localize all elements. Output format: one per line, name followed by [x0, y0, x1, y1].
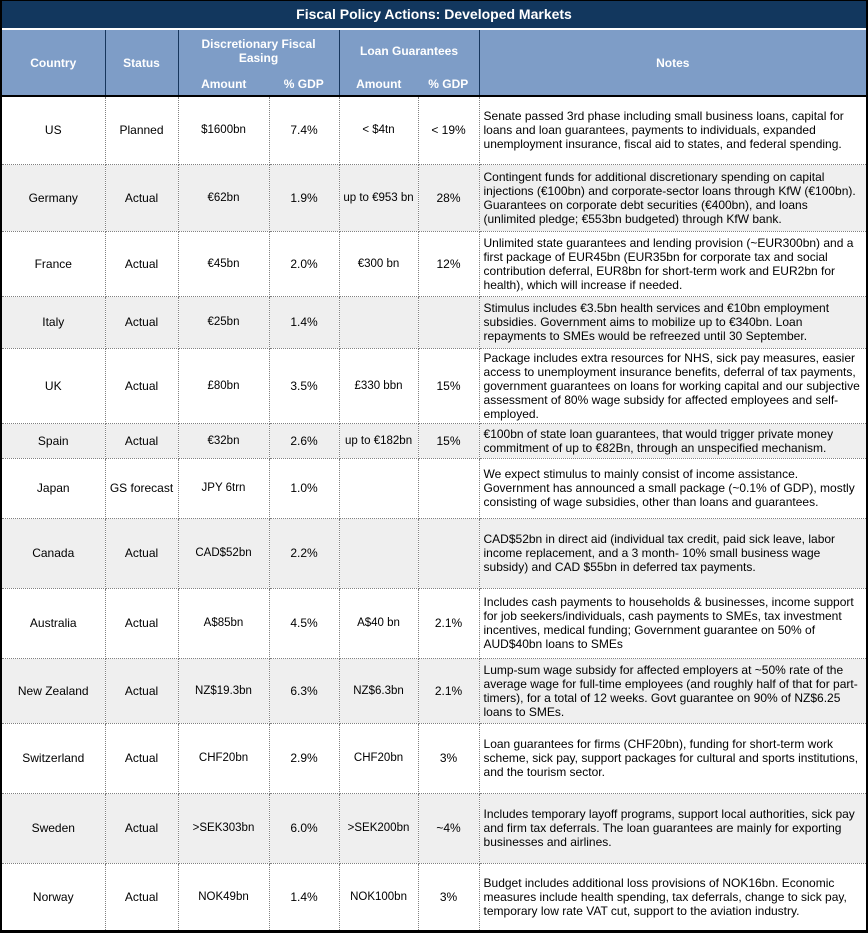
- cell-dfe-amount: JPY 6trn: [178, 458, 269, 518]
- cell-lg-pct-gdp: 3%: [418, 863, 479, 930]
- col-header-dfe-pct-gdp: % GDP: [269, 72, 339, 96]
- col-group-discretionary-fiscal-easing: Discretionary Fiscal Easing: [178, 30, 339, 72]
- cell-lg-pct-gdp: 15%: [418, 423, 479, 458]
- cell-notes: Includes temporary layoff programs, support local authorities, sick pay and firm tax deferrals. The loan guarantees are mainly for exporting businesses and airlines.: [479, 793, 866, 863]
- cell-dfe-amount: €25bn: [178, 296, 269, 348]
- row-switzerland: [2, 723, 866, 793]
- cell-dfe-pct-gdp: 2.9%: [269, 723, 339, 793]
- cell-lg-pct-gdp: 28%: [418, 164, 479, 231]
- row-japan: [2, 458, 866, 518]
- cell-dfe-pct-gdp: 4.5%: [269, 588, 339, 658]
- cell-lg-amount: up to €182bn: [339, 423, 418, 458]
- cell-lg-pct-gdp: 2.1%: [418, 588, 479, 658]
- cell-dfe-amount: NOK49bn: [178, 863, 269, 930]
- cell-status: GS forecast: [105, 458, 178, 518]
- cell-status: Actual: [105, 423, 178, 458]
- cell-status: Planned: [105, 96, 178, 164]
- cell-lg-pct-gdp: [418, 296, 479, 348]
- col-header-lg-amount: Amount: [339, 72, 418, 96]
- cell-status: Actual: [105, 588, 178, 658]
- cell-status: Actual: [105, 231, 178, 296]
- row-us: [2, 96, 866, 164]
- cell-dfe-amount: $1600bn: [178, 96, 269, 164]
- cell-notes: Stimulus includes €3.5bn health services and €10bn employment subsidies. Government aims to mobilize up to €340bn. Loan repayments to SMEs would be refreezed until 30 September.: [479, 296, 866, 348]
- cell-lg-amount: < $4tn: [339, 96, 418, 164]
- cell-dfe-amount: CHF20bn: [178, 723, 269, 793]
- cell-dfe-pct-gdp: 7.4%: [269, 96, 339, 164]
- cell-country: Norway: [2, 863, 105, 930]
- cell-lg-amount: NOK100bn: [339, 863, 418, 930]
- cell-notes: Contingent funds for additional discretionary spending on capital injections (€100bn) and corporate-sector loans through KfW (€100bn). Guarantees on corporate debt securities (€400bn), and loans (unlimited pledge; €553bn budgeted) through KfW bank.: [479, 164, 866, 231]
- cell-dfe-pct-gdp: 1.9%: [269, 164, 339, 231]
- cell-dfe-amount: >SEK303bn: [178, 793, 269, 863]
- cell-lg-amount: CHF20bn: [339, 723, 418, 793]
- cell-lg-amount: >SEK200bn: [339, 793, 418, 863]
- cell-lg-amount: €300 bn: [339, 231, 418, 296]
- cell-notes: Includes cash payments to households & businesses, income support for job seekers/individuals, cash payments to SMEs, tax investment incentives, medical funding; Government guarantee on 50% of AUD$40bn loans to SMEs: [479, 588, 866, 658]
- cell-lg-pct-gdp: 12%: [418, 231, 479, 296]
- cell-lg-amount: £330 bbn: [339, 348, 418, 423]
- table-header: [2, 30, 866, 96]
- cell-country: Spain: [2, 423, 105, 458]
- cell-country: US: [2, 96, 105, 164]
- row-uk: [2, 348, 866, 423]
- cell-status: Actual: [105, 658, 178, 723]
- cell-notes: €100bn of state loan guarantees, that would trigger private money commitment of up to €82Bn, through an unspecified mechanism.: [479, 423, 866, 458]
- cell-country: France: [2, 231, 105, 296]
- cell-lg-pct-gdp: 15%: [418, 348, 479, 423]
- col-header-lg-pct-gdp: % GDP: [418, 72, 479, 96]
- cell-notes: Package includes extra resources for NHS, sick pay measures, easier access to unemployment insurance benefits, deferral of tax payments, government guarantees on loans for working capital and our subjective assessment of 80% wage subsidy for affected employees and self-employed.: [479, 348, 866, 423]
- row-norway: [2, 863, 866, 930]
- cell-lg-amount: [339, 518, 418, 588]
- table-title: Fiscal Policy Actions: Developed Markets: [2, 1, 866, 30]
- row-italy: [2, 296, 866, 348]
- cell-status: Actual: [105, 164, 178, 231]
- cell-notes: Unlimited state guarantees and lending provision (~EUR300bn) and a first package of EUR45bn (EUR35bn for corporate tax and social contribution deferral, EUR8bn for short-term work and EUR2bn for health), which will increase if needed.: [479, 231, 866, 296]
- col-group-loan-guarantees: Loan Guarantees: [339, 30, 479, 72]
- cell-status: Actual: [105, 793, 178, 863]
- cell-dfe-amount: NZ$19.3bn: [178, 658, 269, 723]
- cell-lg-pct-gdp: ~4%: [418, 793, 479, 863]
- cell-status: Actual: [105, 348, 178, 423]
- cell-notes: Senate passed 3rd phase including small business loans, capital for loans and loan guarantees, payments to individuals, expanded unemployment insurance, fiscal aid to states, and federal spending.: [479, 96, 866, 164]
- cell-dfe-pct-gdp: 6.0%: [269, 793, 339, 863]
- cell-lg-pct-gdp: 2.1%: [418, 658, 479, 723]
- cell-country: Australia: [2, 588, 105, 658]
- cell-dfe-pct-gdp: 1.4%: [269, 296, 339, 348]
- col-header-dfe-amount: Amount: [178, 72, 269, 96]
- fiscal-policy-table: [2, 30, 866, 930]
- cell-country: UK: [2, 348, 105, 423]
- cell-lg-amount: up to €953 bn: [339, 164, 418, 231]
- row-australia: [2, 588, 866, 658]
- cell-country: Italy: [2, 296, 105, 348]
- cell-lg-amount: [339, 458, 418, 518]
- row-germany: [2, 164, 866, 231]
- cell-notes: We expect stimulus to mainly consist of income assistance. Government has announced a small package (~0.1% of GDP), mostly consisting of wage subsidies, other than loans and guarantees.: [479, 458, 866, 518]
- cell-notes: Budget includes additional loss provisions of NOK16bn. Economic measures include health spending, tax deferrals, change to sick pay, temporary low rate VAT cut, support to the aviation industry.: [479, 863, 866, 930]
- row-new-zealand: [2, 658, 866, 723]
- cell-dfe-pct-gdp: 2.0%: [269, 231, 339, 296]
- cell-lg-amount: [339, 296, 418, 348]
- cell-country: Germany: [2, 164, 105, 231]
- cell-dfe-pct-gdp: 2.2%: [269, 518, 339, 588]
- col-header-country: Country: [2, 30, 105, 96]
- cell-dfe-amount: €32bn: [178, 423, 269, 458]
- cell-dfe-pct-gdp: 2.6%: [269, 423, 339, 458]
- col-header-status: Status: [105, 30, 178, 96]
- cell-status: Actual: [105, 296, 178, 348]
- cell-dfe-pct-gdp: 6.3%: [269, 658, 339, 723]
- row-france: [2, 231, 866, 296]
- cell-lg-amount: A$40 bn: [339, 588, 418, 658]
- cell-lg-pct-gdp: < 19%: [418, 96, 479, 164]
- row-sweden: [2, 793, 866, 863]
- cell-dfe-pct-gdp: 3.5%: [269, 348, 339, 423]
- cell-dfe-pct-gdp: 1.4%: [269, 863, 339, 930]
- cell-status: Actual: [105, 723, 178, 793]
- row-canada: [2, 518, 866, 588]
- cell-lg-pct-gdp: 3%: [418, 723, 479, 793]
- cell-dfe-amount: £80bn: [178, 348, 269, 423]
- cell-dfe-amount: CAD$52bn: [178, 518, 269, 588]
- cell-dfe-amount: €62bn: [178, 164, 269, 231]
- row-spain: [2, 423, 866, 458]
- cell-dfe-amount: A$85bn: [178, 588, 269, 658]
- cell-dfe-amount: €45bn: [178, 231, 269, 296]
- cell-notes: Lump-sum wage subsidy for affected employers at ~50% rate of the average wage for full-time employees (and roughly half of that for part-timers), for a total of 12 weeks. Govt guarantee on 90% of NZ$6.25 loans to SMEs.: [479, 658, 866, 723]
- cell-country: Canada: [2, 518, 105, 588]
- cell-lg-pct-gdp: [418, 518, 479, 588]
- cell-country: Japan: [2, 458, 105, 518]
- col-header-notes: Notes: [479, 30, 866, 96]
- cell-lg-amount: NZ$6.3bn: [339, 658, 418, 723]
- cell-country: Switzerland: [2, 723, 105, 793]
- cell-status: Actual: [105, 863, 178, 930]
- cell-country: Sweden: [2, 793, 105, 863]
- cell-notes: Loan guarantees for firms (CHF20bn), funding for short-term work scheme, sick pay, support packages for cultural and sports institutions, and the tourism sector.: [479, 723, 866, 793]
- cell-status: Actual: [105, 518, 178, 588]
- cell-country: New Zealand: [2, 658, 105, 723]
- table-body: [2, 96, 866, 930]
- cell-dfe-pct-gdp: 1.0%: [269, 458, 339, 518]
- cell-notes: CAD$52bn in direct aid (individual tax credit, paid sick leave, labor income replacement, and a 3 month- 10% small business wage subsidy) and CAD $55bn in deferred tax payments.: [479, 518, 866, 588]
- cell-lg-pct-gdp: [418, 458, 479, 518]
